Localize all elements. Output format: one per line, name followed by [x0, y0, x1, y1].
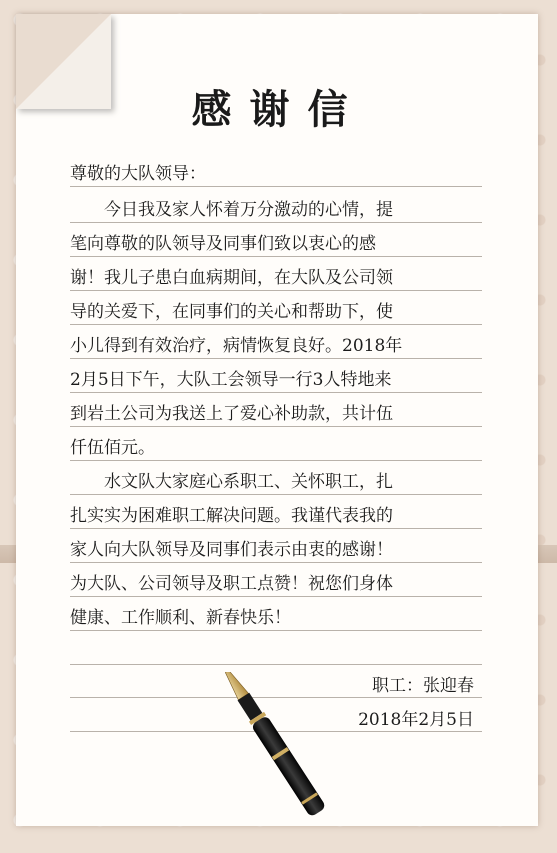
letter-line-4: 导的关爱下，在同事们的关心和帮助下，使 — [70, 300, 482, 325]
letter-line-10: 扎实实为困难职工解决问题。我谨代表我的 — [70, 504, 482, 529]
salutation: 尊敬的大队领导： — [70, 162, 482, 187]
letter-line-6: 2月5日下午，大队工会领导一行3人特地来 — [70, 368, 482, 393]
letter-line-3: 谢！我儿子患白血病期间，在大队及公司领 — [70, 266, 482, 291]
letter-line-9: 水文队大家庭心系职工、关怀职工，扎 — [70, 470, 482, 495]
letter-line-13: 健康、工作顺利、新春快乐！ — [70, 606, 482, 631]
letter-line-5: 小儿得到有效治疗，病情恢复良好。2018年 — [70, 334, 482, 359]
letter-line-2: 笔向尊敬的队领导及同事们致以衷心的感 — [70, 232, 482, 257]
letter-line-8: 仟伍佰元。 — [70, 436, 482, 461]
letter-line-11: 家人向大队领导及同事们表示由衷的感谢！ — [70, 538, 482, 563]
letter-line-12: 为大队、公司领导及职工点赞！祝您们身体 — [70, 572, 482, 597]
letter-line-1: 今日我及家人怀着万分激动的心情，提 — [70, 198, 482, 223]
letter-line-7: 到岩土公司为我送上了爱心补助款，共计伍 — [70, 402, 482, 427]
fountain-pen-icon — [205, 672, 345, 842]
signature: 职工：张迎春 — [70, 674, 482, 698]
blank-line — [70, 640, 482, 665]
letter-date: 2018年2月5日 — [70, 708, 482, 732]
letter-title: 感谢信 — [191, 86, 366, 133]
